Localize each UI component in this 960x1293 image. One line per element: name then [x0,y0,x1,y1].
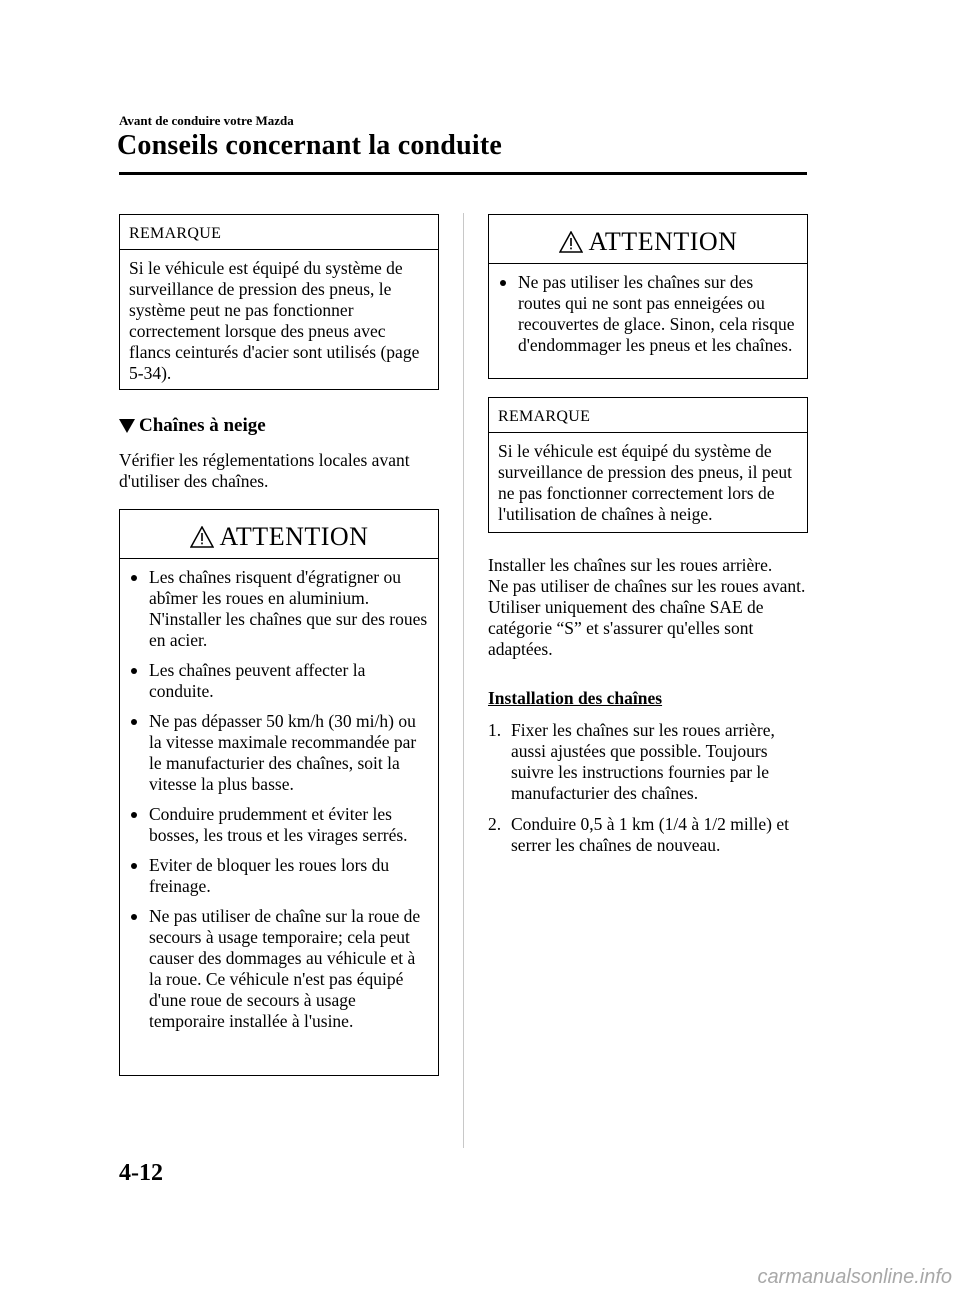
paragraph-rear-wheels [488,555,813,660]
list-item [128,711,430,795]
step-number: 2. [488,814,502,834]
note-heading: REMARQUE [489,398,807,433]
list-item [128,855,430,897]
note-heading: REMARQUE [120,215,438,250]
bullet-dot-icon [500,280,506,286]
bullet-dot-icon [131,719,137,725]
attention-heading [489,215,807,264]
warning-triangle-icon [559,231,583,253]
bullet-dot-icon [131,863,137,869]
triangle-down-icon [119,419,135,433]
page-number: 4-12 [119,1160,163,1186]
column-divider [463,213,464,1148]
attention-box-right [488,214,808,379]
header-divider [119,172,807,175]
step-number: 1. [488,720,502,740]
attention-title: ATTENTION [588,227,738,256]
section-heading-text: Chaînes à neige [139,415,266,436]
note-body: Si le véhicule est équipé du système de surveillance de pression des pneus, il peut ne pas fonctionner correctement lors de l'utilisation de chaînes à neige. [498,441,793,524]
list-item [128,567,430,651]
note-box-tpms-chains [488,397,808,533]
section-heading-snow-chains [119,415,266,437]
list-item [128,906,430,1032]
attention-list [489,264,807,366]
list-item [128,804,430,846]
list-item-text: Ne pas utiliser de chaîne sur la roue de secours à usage temporaire; cela peut causer des dommages au véhicule et à la roue. Ce véhicule n'est pas équipé d'une roue de secours à usage temporaire installée à l'usine. [149,906,421,1031]
list-item [488,720,813,804]
steps-list [488,720,813,856]
page-title: Conseils concernant la conduite [117,130,502,161]
list-item-text: Ne pas dépasser 50 km/h (30 mi/h) ou la vitesse maximale recommandée par le manufacturier des chaînes, soit la vitesse la plus basse. [149,711,417,794]
step-text: Conduire 0,5 à 1 km (1/4 à 1/2 mille) et serrer les chaînes de nouveau. [511,814,790,855]
note-box-tpms-steel [119,214,439,390]
list-item-text: Eviter de bloquer les roues lors du freinage. [149,855,390,896]
paragraph-line: Ne pas utiliser de chaînes sur les roues avant. [488,576,806,596]
watermark: carmanualsonline.info [757,1266,952,1288]
section-subtitle: Avant de conduire votre Mazda [119,113,294,128]
paragraph-line: Utiliser uniquement des chaîne SAE de catégorie “S” et s'assurer qu'elles sont adaptées. [488,597,764,659]
install-heading: Installation des chaînes [488,688,663,708]
note-body: Si le véhicule est équipé du système de surveillance de pression des pneus, le système peut ne pas fonctionner correctement lorsque des pneus avec flancs ceinturés d'acier sont utilisés (page 5-34). [129,258,420,383]
bullet-dot-icon [131,812,137,818]
intro-paragraph: Vérifier les réglementations locales avant d'utiliser des chaînes. [119,450,410,491]
bullet-dot-icon [131,575,137,581]
attention-list [120,559,438,1042]
list-item [128,660,430,702]
paragraph-line: Installer les chaînes sur les roues arrière. [488,555,773,575]
step-text: Fixer les chaînes sur les roues arrière, aussi ajustées que possible. Toujours suivre les instructions fournies par le manufacturier des chaînes. [511,720,775,803]
attention-heading [120,510,438,559]
list-item-text: Les chaînes risquent d'égratigner ou abîmer les roues en aluminium. N'installer les chaînes que sur des roues en acier. [149,567,428,650]
install-steps [488,720,813,866]
attention-title: ATTENTION [219,522,369,551]
list-item-text: Ne pas utiliser les chaînes sur des routes qui ne sont pas enneigées ou recouvertes de glace. Sinon, cela risque d'endommager les pneus et les chaînes. [518,272,795,355]
list-item [488,814,813,856]
list-item-text: Conduire prudemment et éviter les bosses, les trous et les virages serrés. [149,804,408,845]
list-item [497,272,799,356]
bullet-dot-icon [131,914,137,920]
warning-triangle-icon [190,526,214,548]
attention-box-left [119,509,439,1076]
list-item-text: Les chaînes peuvent affecter la conduite. [149,660,366,701]
bullet-dot-icon [131,668,137,674]
